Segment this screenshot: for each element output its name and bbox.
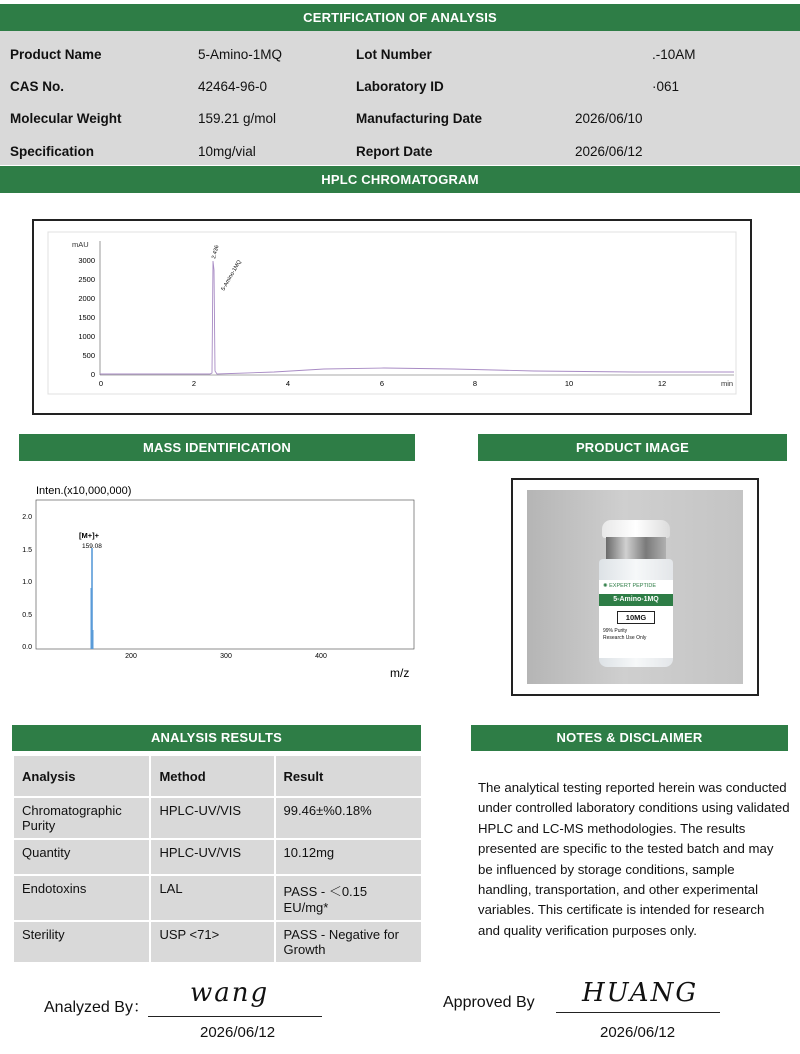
hplc-ytick: 2500 [78, 275, 95, 284]
mass-ytick: 0.0 [22, 644, 32, 651]
hplc-ytick: 1500 [78, 313, 95, 322]
table-cell: PASS - Negative for Growth [276, 922, 421, 962]
specification-value: 10mg/vial [198, 144, 256, 159]
column-header: Result [276, 756, 421, 796]
hplc-title-band [0, 166, 800, 193]
hplc-trace [100, 261, 734, 374]
approved-signature: HUANG [582, 978, 699, 1008]
hplc-ytick: 3000 [78, 256, 95, 265]
laboratory-id-value: ·061 [652, 79, 680, 94]
vial-name: 5-Amino-1MQ [613, 596, 659, 603]
mass-ytick: 1.0 [22, 579, 32, 586]
approved-by-label: Approved By [443, 994, 535, 1011]
table-cell: Quantity [14, 840, 149, 874]
hplc-ytick: 500 [82, 351, 95, 360]
column-header: Method [151, 756, 273, 796]
analysis-results-table [12, 754, 423, 964]
notes-title: NOTES & DISCLAIMER [556, 730, 703, 745]
cas-value: 42464-96-0 [198, 79, 268, 94]
table-cell: 99.46±%0.18% [276, 798, 421, 838]
table-cell: LAL [151, 876, 273, 920]
manufacturing-date-label: Manufacturing Date [356, 111, 483, 126]
analyzed-signature-line [148, 1016, 322, 1017]
mass-xtick: 300 [220, 653, 232, 660]
mass-title: MASS IDENTIFICATION [143, 440, 291, 455]
hplc-chart-frame [32, 219, 752, 415]
mass-xtick: 400 [315, 653, 327, 660]
hplc-xtick: 10 [564, 379, 574, 388]
hplc-xtick: 2 [191, 379, 197, 388]
vial-use: Research Use Only [603, 635, 647, 641]
vial-brand: EXPERT PEPTIDE [609, 583, 657, 589]
hplc-xtick: 0 [98, 379, 104, 388]
hplc-x-ticks [99, 379, 666, 388]
table-cell: USP <71> [151, 922, 273, 962]
product-info-panel [0, 31, 800, 165]
specification-label: Specification [10, 144, 95, 159]
mass-mz-label: 159.08 [82, 543, 102, 550]
column-header: Analysis [14, 756, 149, 796]
hplc-xtick: 8 [472, 379, 478, 388]
lot-number-label: Lot Number [356, 47, 432, 62]
table-row [14, 922, 421, 962]
hplc-ytick: 0 [90, 370, 95, 379]
coa-title: CERTIFICATION OF ANALYSIS [303, 10, 497, 25]
product-photo [527, 490, 743, 684]
hplc-xtick: 12 [657, 379, 667, 388]
molecular-weight-label: Molecular Weight [10, 111, 122, 126]
hplc-chart [34, 221, 750, 413]
product-name-label: Product Name [10, 47, 102, 62]
analysis-results-title: ANALYSIS RESULTS [150, 730, 283, 745]
table-header-row [14, 756, 421, 796]
product-image-title: PRODUCT IMAGE [575, 440, 690, 455]
table-row [14, 876, 421, 920]
approved-date: 2026/06/12 [600, 1024, 676, 1041]
table-cell: Sterility [14, 922, 149, 962]
manufacturing-date-value: 2026/06/10 [575, 111, 643, 126]
hplc-y-unit: mAU [72, 240, 89, 249]
table-cell: 10.12mg [276, 840, 421, 874]
coa-title-band [0, 4, 800, 31]
report-date-label: Report Date [356, 144, 433, 159]
hplc-ytick: 1000 [78, 332, 95, 341]
analysis-results-title-band [12, 725, 421, 751]
molecular-weight-value: 159.21 g/mol [198, 111, 277, 126]
notes-title-band [471, 725, 788, 751]
sun-logo-icon: ✺ [603, 583, 608, 589]
mass-ytick: 1.5 [22, 547, 32, 554]
analyzed-by-label: Analyzed By： [44, 999, 149, 1016]
table-cell: Endotoxins [14, 876, 149, 920]
table-cell: Chromatographic Purity [14, 798, 149, 838]
analyzed-signature: wang [190, 978, 270, 1008]
mass-ion-label: [M+]+ [79, 531, 100, 540]
vial-name-band [599, 594, 673, 606]
hplc-x-unit: min [721, 379, 734, 388]
analyzed-date: 2026/06/12 [200, 1024, 276, 1041]
approved-signature-line [556, 1012, 720, 1013]
hplc-xtick: 4 [285, 379, 291, 388]
table-row [14, 798, 421, 838]
mass-x-ticks [125, 653, 327, 660]
mass-ytick: 0.5 [22, 612, 32, 619]
hplc-peak-label: 5-Amino-1MQ [220, 259, 243, 292]
vial-label [599, 580, 673, 658]
hplc-title: HPLC CHROMATOGRAM [321, 172, 479, 187]
mass-ytick: 2.0 [22, 514, 32, 521]
mass-spectrum-chart [0, 478, 420, 688]
laboratory-id-label: Laboratory ID [356, 79, 444, 94]
hplc-y-ticks [78, 256, 95, 379]
lot-number-value: .-10AM [652, 47, 696, 62]
mass-xtick: 200 [125, 653, 137, 660]
hplc-peak-rt: 2.436 [211, 244, 221, 260]
vial-cap [602, 520, 670, 538]
mass-title-band [19, 434, 415, 461]
cas-label: CAS No. [10, 79, 64, 94]
hplc-xtick: 6 [379, 379, 385, 388]
table-cell: PASS - ＜0.15 EU/mg* [276, 876, 421, 920]
vial-purity: 99% Purity [603, 628, 628, 634]
table-row [14, 840, 421, 874]
mass-y-label: Inten.(x10,000,000) [36, 485, 132, 497]
vial-crimp [606, 537, 666, 559]
mass-y-ticks [22, 514, 32, 651]
product-image-title-band [478, 434, 787, 461]
product-name-value: 5-Amino-1MQ [198, 47, 283, 62]
report-date-value: 2026/06/12 [575, 144, 643, 159]
table-cell: HPLC-UV/VIS [151, 840, 273, 874]
product-image-frame [511, 478, 759, 696]
disclaimer-text: The analytical testing reported herein was conducted under controlled laboratory conditions using validated HPLC and LC-MS methodologies. The results presented are specific to the tested batch and may be influenced by storage conditions, sample handling, transportation, and other experimental variables. This certificate is intended for research and quality verification purposes only. [478, 780, 790, 938]
mass-x-label: m/z [390, 666, 410, 680]
hplc-ytick: 2000 [78, 294, 95, 303]
vial-dose: 10MG [617, 611, 655, 624]
table-cell: HPLC-UV/VIS [151, 798, 273, 838]
